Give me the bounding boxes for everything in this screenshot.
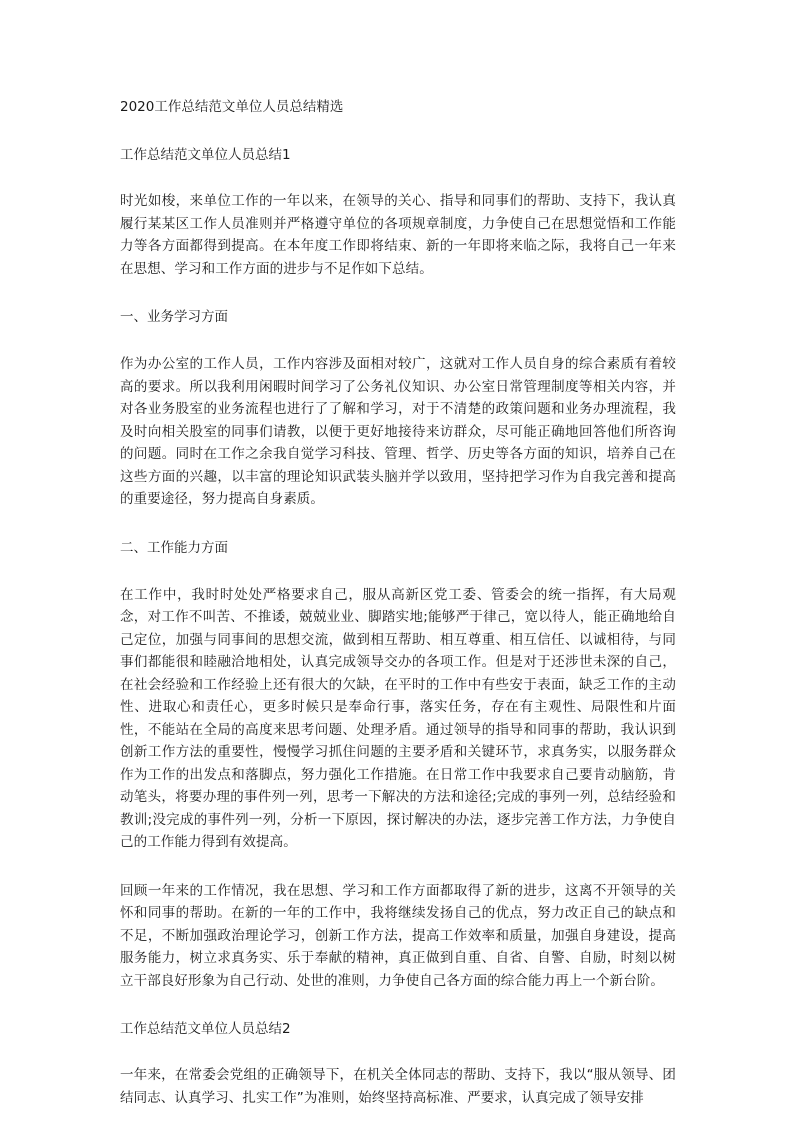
business-study-paragraph: 作为办公室的工作人员，工作内容涉及面相对较广，这就对工作人员自身的综合素质有着较高的要求。所以我利用闲暇时间学习了公务礼仪知识、办公室日常管理制度等相关内容，并对各业务股室的业务流程也进行了了解和学习，对于不清楚的政策问题和业务办理流程，我及时向相关股室的同事们请教，以便于更好地接待来访群众，尽可能正确地回答他们所咨询的问题。同时在工作之余我自觉学习科技、管理、哲学、历史等各方面的知识，培养自己在这些方面的兴趣，以丰富的理论知识武装头脑并学以致用，坚持把学习作为自我完善和提高的重要途径，努力提高自身素质。: [120, 356, 676, 507]
document-page: [120, 96, 676, 1135]
summary-2-title: 工作总结范文单位人员总结2: [120, 1021, 291, 1037]
document-title: 2020工作总结范文单位人员总结精选: [120, 99, 344, 115]
heading-business-study: 一、业务学习方面: [120, 309, 228, 325]
intro-paragraph: 时光如梭，来单位工作的一年以来，在领导的关心、指导和同事们的帮助、支持下，我认真履行某某区工作人员准则并严格遵守单位的各项规章制度，力争使自己在思想觉悟和工作能力等各方面都得到提高。在本年度工作即将结束、新的一年即将来临之际，我将自己一年来在思想、学习和工作方面的进步与不足作如下总结。: [120, 193, 676, 277]
work-ability-paragraph: 在工作中，我时时处处严格要求自己，服从高新区党工委、管委会的统一指挥，有大局观念，对工作不叫苦、不推诿，兢兢业业、脚踏实地;能够严于律己，宽以待人，能正确地给自己定位，加强与同事间的思想交流，做到相互帮助、相互尊重、相互信任、以诚相待，与同事们都能很和睦融洽地相处，认真完成领导交办的各项工作。但是对于还涉世未深的自己，在社会经验和工作经验上还有很大的欠缺，在平时的工作中有些安于表面，缺乏工作的主动性、进取心和责任心，更多时候只是奉命行事，落实任务，存在有主观性、局限性和片面性，不能站在全局的高度来思考问题、处理矛盾。通过领导的指导和同事的帮助，我认识到创新工作方法的重要性，慢慢学习抓住问题的主要矛盾和关键环节，求真务实，以服务群众作为工作的出发点和落脚点，努力强化工作措施。在日常工作中我要求自己要肯动脑筋，肯动笔头，将要办理的事件列一列，思考一下解决的方法和途径;完成的事列一列，总结经验和教训;没完成的事件列一列，分析一下原因，探讨解决的办法，逐步完善工作方法，力争使自己的工作能力得到有效提高。: [120, 586, 676, 850]
summary-2-paragraph: 一年来，在常委会党组的正确领导下，在机关全体同志的帮助、支持下，我以“服从领导、团结同志、认真学习、扎实工作”为准则，始终坚持高标准、严要求，认真完成了领导安排: [120, 1067, 676, 1106]
review-paragraph: 回顾一年来的工作情况，我在思想、学习和工作方面都取得了新的进步，这离不开领导的关怀和同事的帮助。在新的一年的工作中，我将继续发扬自己的优点，努力改正自己的缺点和不足，不断加强政治理论学习，创新工作方法，提高工作效率和质量，加强自身建设，提高服务能力，树立求真务实、乐于奉献的精神，真正做到自重、自省、自警、自励，时刻以树立干部良好形象为自己行动、处世的准则，力争使自己各方面的综合能力再上一个新台阶。: [120, 882, 676, 989]
summary-1-title: 工作总结范文单位人员总结1: [120, 147, 291, 163]
heading-work-ability: 二、工作能力方面: [120, 539, 228, 556]
